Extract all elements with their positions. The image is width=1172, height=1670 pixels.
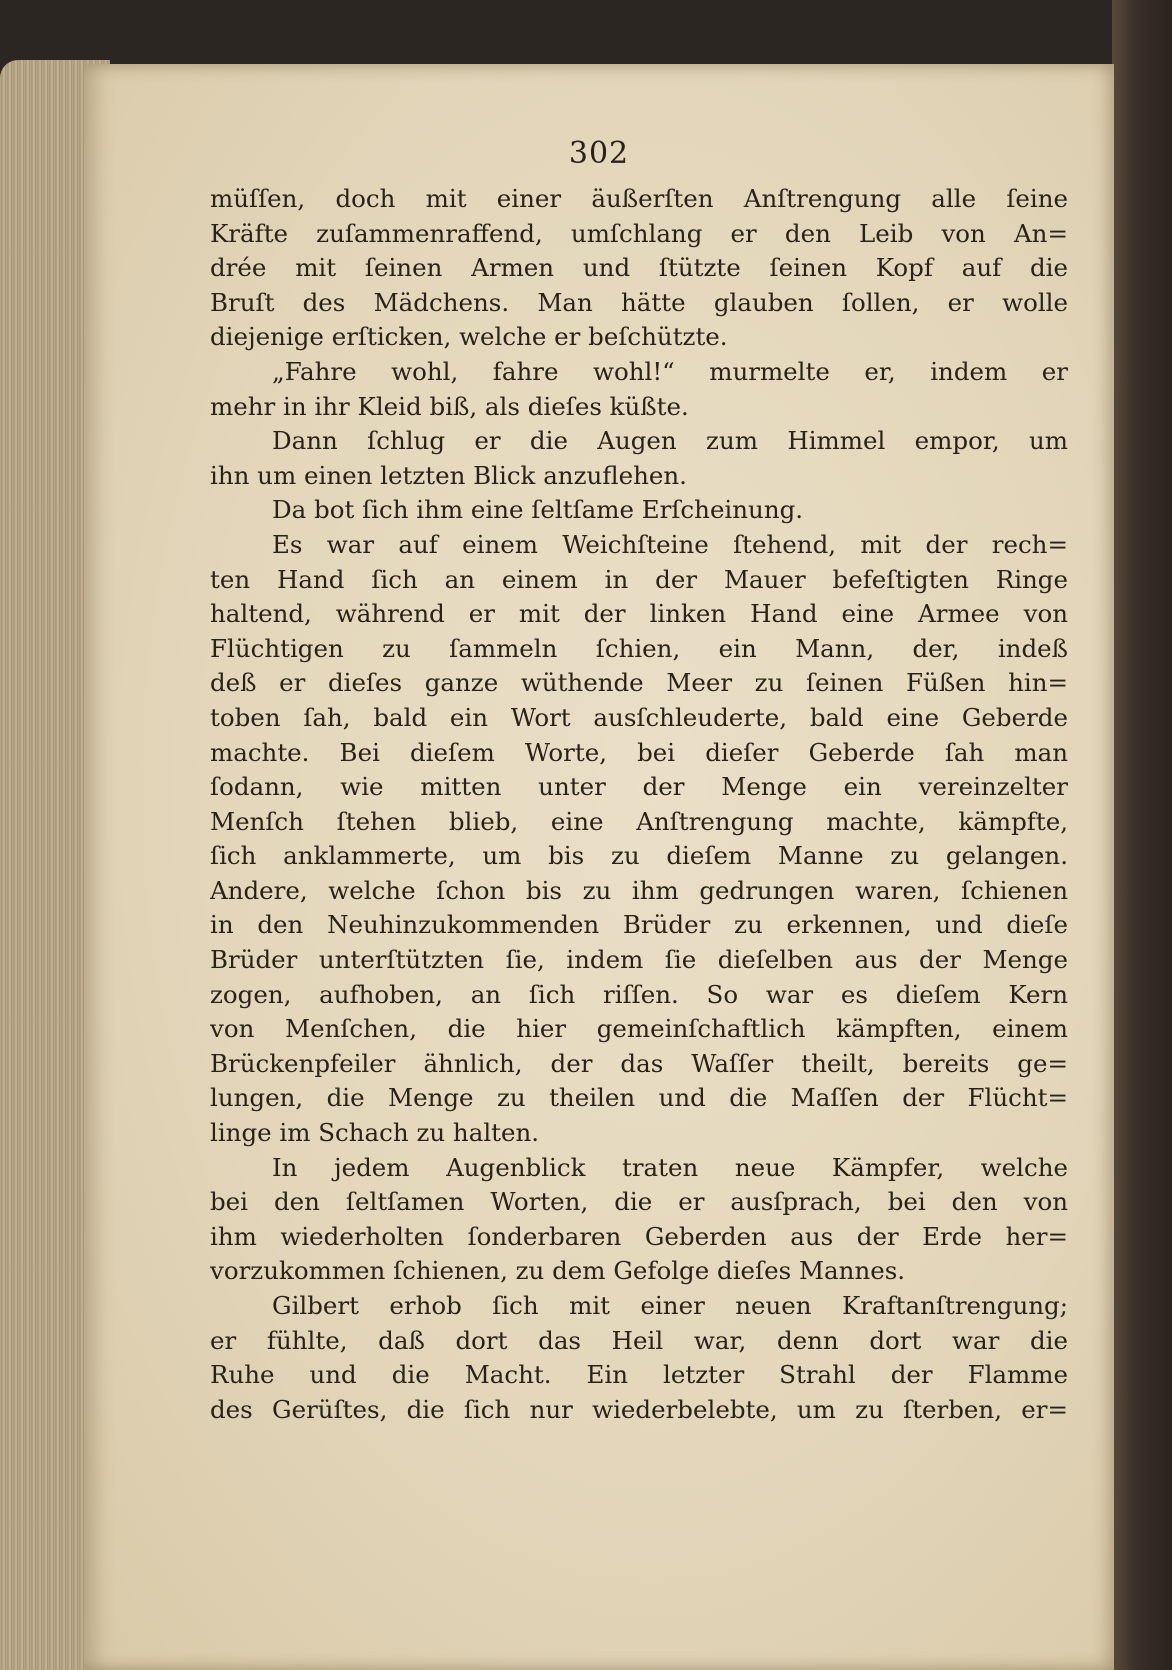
text-line: Andere, welche ſchon bis zu ihm gedrungen waren, ſchienen (210, 875, 1068, 905)
text-line: Dann ſchlug er die Augen zum Himmel empor, um (272, 426, 1068, 456)
text-line: Brückenpfeiler ähnlich, der das Waſſer theilt, bereits ge= (210, 1048, 1068, 1078)
page-number: 302 (568, 136, 630, 171)
text-line: ten Hand ſich an einem in der Mauer befeſtigten Ringe (210, 564, 1068, 594)
text-line: „Fahre wohl, fahre wohl!“ murmelte er, indem er (272, 356, 1068, 386)
body-text (210, 182, 1068, 1427)
text-line: Kräfte zuſammenraffend, umſchlang er den Leib von An= (210, 218, 1068, 248)
text-line: Bruſt des Mädchens. Man hätte glauben ſollen, er wolle (210, 287, 1068, 317)
text-line: des Gerüſtes, die ſich nur wiederbelebte, um zu ſterben, er= (210, 1394, 1068, 1424)
text-line: Flüchtigen zu ſammeln ſchien, ein Mann, der, indeß (210, 633, 1068, 663)
text-line: er fühlte, daß dort das Heil war, denn dort war die (210, 1325, 1068, 1355)
text-line: haltend, während er mit der linken Hand eine Armee von (210, 599, 1068, 629)
text-line: Da bot ſich ihm eine ſeltſame Erſcheinung. (272, 495, 804, 525)
text-line: lungen, die Menge zu theilen und die Maſſen der Flücht= (210, 1083, 1068, 1113)
text-line: von Menſchen, die hier gemeinſchaftlich kämpften, einem (210, 1014, 1068, 1044)
text-line: linge im Schach zu halten. (210, 1118, 540, 1148)
text-line: Brüder unterſtützten ſie, indem ſie dieſelben aus der Menge (210, 945, 1068, 975)
text-line: Menſch ſtehen blieb, eine Anſtrengung machte, kämpfte, (210, 806, 1068, 836)
text-line: müſſen, doch mit einer äußerſten Anſtrengung alle ſeine (210, 184, 1068, 213)
text-line: Gilbert erhob ſich mit einer neuen Kraftanſtrengung; (272, 1291, 1068, 1320)
text-line: ihn um einen letzten Blick anzuflehen. (210, 460, 687, 490)
text-line: in den Neuhinzukommenden Brüder zu erkennen, und dieſe (210, 910, 1068, 940)
text-line: machte. Bei dieſem Worte, bei dieſer Geberde ſah man (210, 737, 1068, 767)
text-line: drée mit ſeinen Armen und ſtützte ſeinen Kopf auf die (210, 253, 1068, 283)
text-line: ihm wiederholten ſonderbaren Geberden aus der Erde her= (210, 1221, 1068, 1251)
text-line: deß er dieſes ganze wüthende Meer zu ſeinen Füßen hin= (210, 668, 1068, 698)
text-line: In jedem Augenblick traten neue Kämpfer, welche (272, 1152, 1068, 1182)
text-line: mehr in ihr Kleid biß, als dieſes küßte. (210, 391, 689, 421)
text-line: Es war auf einem Weichſteine ſtehend, mit der rech= (272, 529, 1068, 559)
book-binding (1112, 0, 1172, 1670)
text-line: bei den ſeltſamen Worten, die er ausſprach, bei den von (210, 1187, 1068, 1217)
text-line: ſich anklammerte, um bis zu dieſem Manne zu gelangen. (210, 841, 1068, 871)
text-line: toben ſah, bald ein Wort ausſchleuderte, bald eine Geberde (210, 702, 1068, 732)
text-line: zogen, aufhoben, an ſich riſſen. So war es dieſem Kern (210, 979, 1068, 1009)
text-line: ſodann, wie mitten unter der Menge ein vereinzelter (210, 772, 1068, 802)
book-page (84, 64, 1114, 1670)
text-line: diejenige erſticken, welche er beſchützte. (210, 322, 728, 352)
text-line: Ruhe und die Macht. Ein letzter Strahl der Flamme (210, 1360, 1068, 1390)
text-line: vorzukommen ſchienen, zu dem Gefolge dieſes Mannes. (210, 1256, 906, 1286)
